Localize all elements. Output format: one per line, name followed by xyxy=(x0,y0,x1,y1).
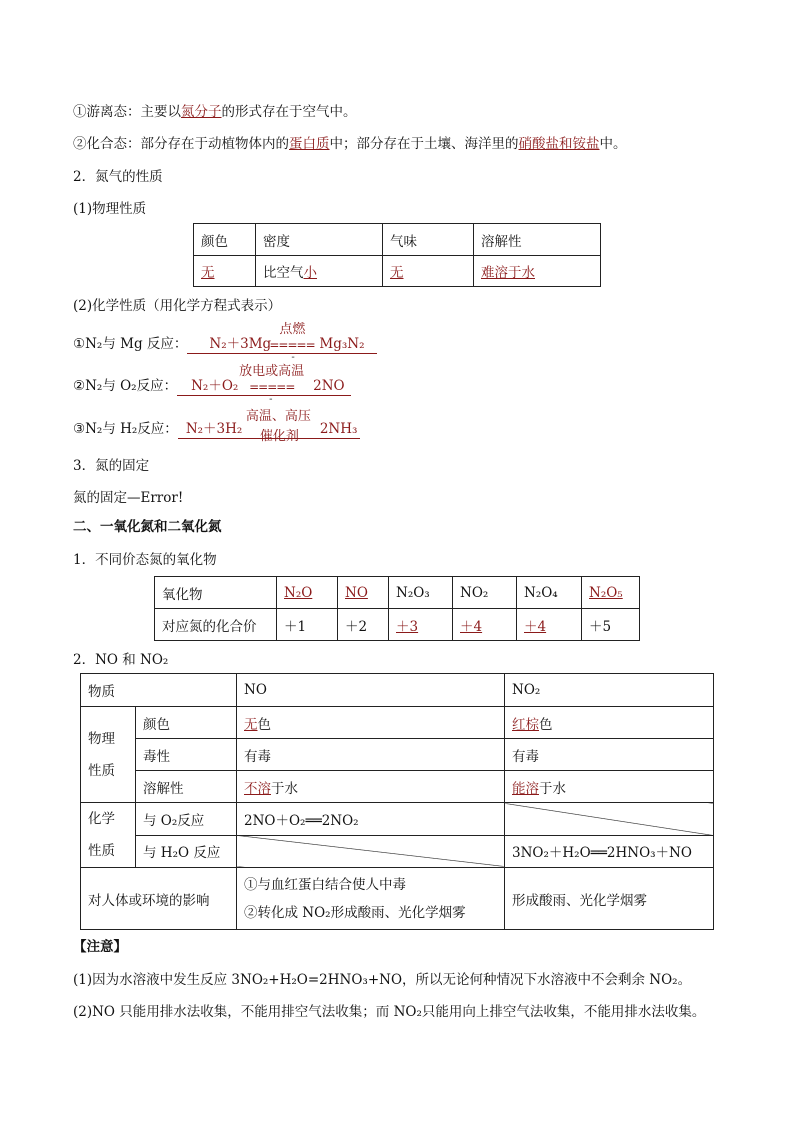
cell-density: 比空气小 xyxy=(256,256,383,287)
label-toxicity: 毒性 xyxy=(136,739,237,771)
oxide-no2: NO₂ xyxy=(460,584,489,601)
no2-toxicity: 有毒 xyxy=(505,739,714,771)
reaction-mg-condition: 点燃 xyxy=(279,322,306,337)
no-toxicity: 有毒 xyxy=(237,739,505,771)
oxide-n2o3: N₂O₃ xyxy=(396,584,430,601)
no2-color: 红棕色 xyxy=(505,707,714,739)
no-color: 无色 xyxy=(237,707,505,739)
no-h2o-empty xyxy=(237,835,505,868)
cell-smell: 无 xyxy=(383,256,474,287)
no-o2-equation: 2NO＋O₂══2NO₂ xyxy=(237,803,505,836)
section-title-nitrogen-properties: 2．氮气的性质 xyxy=(73,169,163,185)
note-title: 【注意】 xyxy=(73,939,127,955)
intro-free-state: ①游离态：主要以氮分子的形式存在于空气中。 xyxy=(73,104,357,120)
chemical-properties-title: (2)化学性质（用化学方程式表示） xyxy=(73,298,282,314)
oxide-no: NO xyxy=(345,584,368,601)
oxides-title: 1．不同价态氮的氧化物 xyxy=(73,552,217,568)
label-o2-reaction: 与 O₂反应 xyxy=(136,803,237,836)
header-color: 颜色 xyxy=(194,224,256,256)
valence-4a: ＋4 xyxy=(460,618,483,635)
reaction-h2-answer: N₂＋3H₂ 高温、高压 催化剂 2NH₃ xyxy=(178,420,360,439)
label-solubility: 溶解性 xyxy=(136,771,237,803)
valence-row-label: 对应氮的化合价 xyxy=(155,609,277,641)
label-h2o-reaction: 与 H₂O 反应 xyxy=(136,835,237,868)
note-line-2: (2)NO 只能用排水法收集，不能用排空气法收集；而 NO₂只能用向上排空气法收集，不能用排水法收集。 xyxy=(73,1004,706,1020)
oxide-n2o5: N₂O₅ xyxy=(589,584,623,601)
oxide-n2o: N₂O xyxy=(284,584,313,601)
answer-protein: 蛋白质 xyxy=(289,136,330,152)
no-impact: ①与血红蛋白结合使人中毒 ②转化成 NO₂形成酸雨、光化学烟雾 xyxy=(237,868,505,930)
valence-5: ＋5 xyxy=(589,618,612,635)
header-substance: 物质 xyxy=(81,674,237,707)
valence-3: ＋3 xyxy=(396,618,419,635)
no2-h2o-equation: 3NO₂＋H₂O══2HNO₃＋NO xyxy=(505,835,714,868)
intro-combined-state: ②化合态：部分存在于动植物体内的蛋白质中；部分存在于土壤、海洋里的硝酸盐和铵盐中。 xyxy=(73,136,627,152)
header-no2: NO₂ xyxy=(505,674,714,707)
no-solubility: 不溶于水 xyxy=(237,771,505,803)
group-physical: 物理 性质 xyxy=(81,707,136,803)
header-solubility: 溶解性 xyxy=(474,224,601,256)
valence-4b: ＋4 xyxy=(524,618,547,635)
answer-salts: 硝酸盐和铵盐 xyxy=(518,136,600,152)
answer-nitrogen-molecule: 氮分子 xyxy=(181,104,222,120)
reaction-mg-answer: N₂＋3Mg 点燃 ===== Mg₃N₂ - xyxy=(187,335,377,354)
header-no: NO xyxy=(237,674,505,707)
cell-color: 无 xyxy=(194,256,256,287)
fixation-line: 氮的固定—Error! xyxy=(73,490,184,506)
no-no2-comparison-table xyxy=(80,673,714,930)
note-line-1: (1)因为水溶液中发生反应 3NO₂+H₂O=2HNO₃+NO，所以无论何种情况下水溶液中不会剩余 NO₂。 xyxy=(73,972,692,988)
physical-properties-title: (1)物理性质 xyxy=(73,201,147,217)
group-chemical: 化学 性质 xyxy=(81,803,136,868)
no2-o2-empty xyxy=(505,803,714,836)
compare-title: 2．NO 和 NO₂ xyxy=(73,652,169,668)
reaction-mg-arrow: ===== xyxy=(269,338,315,352)
reaction-o2-arrow: ===== xyxy=(249,380,295,394)
reaction-h2: ③N₂与 H₂反应： N₂＋3H₂ 高温、高压 催化剂 2NH₃ xyxy=(73,420,360,439)
section-title-fixation: 3．氮的固定 xyxy=(73,458,150,474)
nitrogen-physical-table xyxy=(193,223,601,287)
valence-1: ＋1 xyxy=(284,618,307,635)
reaction-o2-answer: N₂＋O₂ 放电或高温 ===== 2NO - xyxy=(177,377,351,396)
reaction-h2-condition-bottom: 催化剂 xyxy=(259,429,299,444)
label-impact: 对人体或环境的影响 xyxy=(81,868,237,930)
header-density: 密度 xyxy=(256,224,383,256)
part2-title: 二、一氧化氮和二氧化氮 xyxy=(73,519,222,535)
reaction-h2-condition-top: 高温、高压 xyxy=(245,409,311,424)
header-smell: 气味 xyxy=(383,224,474,256)
valence-2: ＋2 xyxy=(345,618,368,635)
oxides-row-label: 氧化物 xyxy=(155,577,277,609)
reaction-o2-condition: 放电或高温 xyxy=(239,364,305,379)
reaction-mg: ①N₂与 Mg 反应： N₂＋3Mg 点燃 ===== Mg₃N₂ - xyxy=(73,335,377,354)
reaction-o2: ②N₂与 O₂反应： N₂＋O₂ 放电或高温 ===== 2NO - xyxy=(73,377,351,396)
no2-impact: 形成酸雨、光化学烟雾 xyxy=(505,868,714,930)
cell-solubility: 难溶于水 xyxy=(474,256,601,287)
oxides-table xyxy=(154,576,640,641)
oxide-n2o4: N₂O₄ xyxy=(524,584,558,601)
no2-solubility: 能溶于水 xyxy=(505,771,714,803)
label-color: 颜色 xyxy=(136,707,237,739)
